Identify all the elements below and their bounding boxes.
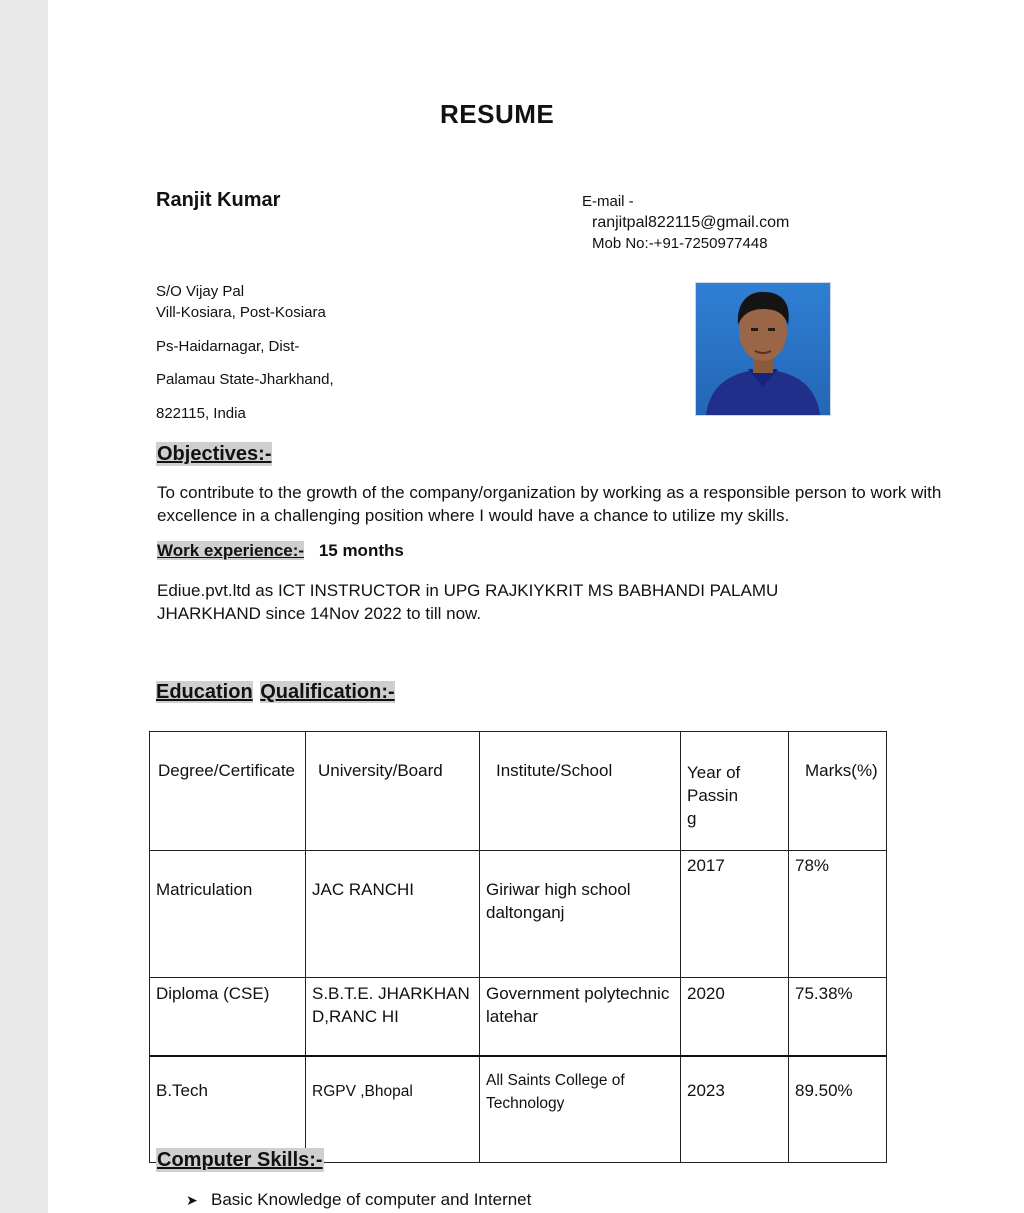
work-experience-text: Ediue.pvt.ltd as ICT INSTRUCTOR in UPG RAJKIYKRIT MS BABHANDI PALAMU JHARKHAND since 14Nov 2022 to till now. [157, 581, 779, 623]
education-heading-part: Qualification:- [260, 681, 395, 703]
mobile-number: Mob No:-+91-7250977448 [592, 235, 768, 252]
table-cell: Matriculation [150, 851, 306, 978]
email-label: E-mail - [582, 193, 634, 210]
table-cell: 2017 [681, 851, 789, 978]
candidate-name: Ranjit Kumar [156, 189, 281, 211]
education-heading-part: Education [156, 681, 253, 703]
resume-title: RESUME [440, 99, 555, 129]
table-cell: JAC RANCHI [306, 851, 480, 978]
email-address: ranjitpal822115@gmail.com [592, 214, 790, 231]
address-line: S/O Vijay Pal [156, 283, 245, 300]
table-cell: RGPV ,Bhopal [306, 1056, 480, 1163]
table-cell: 75.38% [789, 978, 887, 1057]
table-row [150, 851, 887, 978]
table-row [150, 978, 887, 1057]
table-header-cell: Institute/School [480, 732, 681, 851]
work-experience-heading [157, 541, 404, 561]
table-header-cell: University/Board [306, 732, 480, 851]
skill-list-item [186, 1190, 531, 1210]
address-line: Palamau State-Jharkhand, [156, 371, 334, 388]
education-table [149, 731, 887, 1163]
profile-photo [695, 282, 831, 416]
table-cell: B.Tech [150, 1056, 306, 1163]
address-line: Ps-Haidarnagar, Dist- [156, 338, 300, 355]
table-cell: Giriwar high school daltonganj [480, 851, 681, 978]
objectives-heading: Objectives:- [157, 443, 272, 465]
work-experience-duration: 15 months [318, 541, 404, 560]
objectives-text: To contribute to the growth of the company/organization by working as a responsible person to work with excellence in a challenging position where I would have a chance to utilize my skills. [157, 483, 942, 525]
table-header-cell: Marks(%) [789, 732, 887, 851]
table-cell: All Saints College of Technology [480, 1056, 681, 1163]
table-row [150, 1056, 887, 1163]
computer-skills-heading: Computer Skills:- [157, 1149, 323, 1171]
table-cell: Diploma (CSE) [150, 978, 306, 1057]
arrow-bullet-icon: ➤ [186, 1192, 198, 1208]
table-header-cell: Degree/Certificate [150, 732, 306, 851]
table-cell: 2023 [681, 1056, 789, 1163]
table-header-cell: Year of Passin g [681, 732, 789, 851]
work-experience-label: Work experience:- [157, 541, 305, 560]
skill-text: Basic Knowledge of computer and Internet [211, 1190, 532, 1209]
table-cell: 2020 [681, 978, 789, 1057]
table-cell: 89.50% [789, 1056, 887, 1163]
address-line: Vill-Kosiara, Post-Kosiara [156, 304, 326, 321]
table-header-row [150, 732, 887, 851]
table-cell: S.B.T.E. JHARKHAND,RANC HI [306, 978, 480, 1057]
address-line: 822115, India [156, 405, 246, 422]
table-cell: 78% [789, 851, 887, 978]
table-cell: Government polytechnic latehar [480, 978, 681, 1057]
education-heading [156, 680, 395, 704]
